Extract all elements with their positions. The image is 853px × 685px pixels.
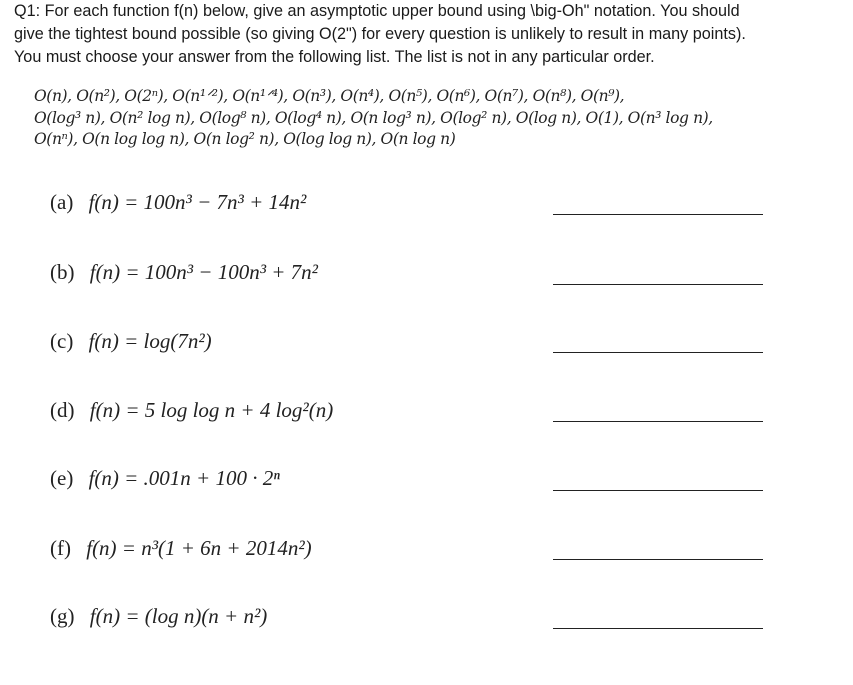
question-label: (f) [50,536,71,560]
question-b [50,260,550,285]
instructions-line-3: You must choose your answer from the following list. The list is not in any particular order. [14,48,655,66]
question-expression: f(n) = log(7n²) [88,329,212,353]
question-f [50,536,550,561]
question-expression: f(n) = .001n + 100 · 2ⁿ [88,466,280,490]
instructions-line-1: Q1: For each function f(n) below, give an asymptotic upper bound using \big-Oh" notation. You should [14,2,740,20]
question-expression: f(n) = 5 log log n + 4 log²(n) [89,398,334,422]
question-instructions [14,0,844,69]
question-expression: f(n) = 100n³ − 100n³ + 7n² [89,260,318,284]
answer-blank-c[interactable] [553,352,763,353]
question-label: (e) [50,466,74,490]
choices-line-1: O(n), O(n²), O(2ⁿ), O(n¹ᐟ²), O(n¹ᐟ⁴), O(n³), O(n⁴), O(n⁵), O(n⁶), O(n⁷), O(n⁸), O(n⁹), [34,87,625,105]
question-label: (d) [50,398,75,422]
answer-blank-g[interactable] [553,628,763,629]
instructions-line-2: give the tightest bound possible (so giving O(2") for every question is unlikely to result in many points). [14,25,746,43]
question-label: (c) [50,329,74,353]
question-expression: f(n) = 100n³ − 7n³ + 14n² [88,190,307,214]
question-d [50,398,550,423]
choices-line-2: O(log³ n), O(n² log n), O(log⁸ n), O(log⁴ n), O(n log³ n), O(log² n), O(log n), O(1), O(n³ log n), [34,108,713,127]
answer-choices-list [34,86,844,151]
question-label: (b) [50,260,75,284]
question-label: (a) [50,190,74,214]
question-e [50,466,550,491]
question-c [50,329,550,354]
question-expression: f(n) = (log n)(n + n²) [89,604,268,628]
answer-blank-e[interactable] [553,490,763,491]
answer-blank-f[interactable] [553,559,763,560]
answer-blank-a[interactable] [553,214,763,215]
answer-blank-d[interactable] [553,421,763,422]
question-expression: f(n) = n³(1 + 6n + 2014n²) [86,536,312,560]
question-label: (g) [50,604,75,628]
question-g [50,604,550,629]
answer-blank-b[interactable] [553,284,763,285]
choices-line-3: O(nⁿ), O(n log log n), O(n log² n), O(log log n), O(n log n) [34,130,456,148]
question-a [50,190,550,215]
